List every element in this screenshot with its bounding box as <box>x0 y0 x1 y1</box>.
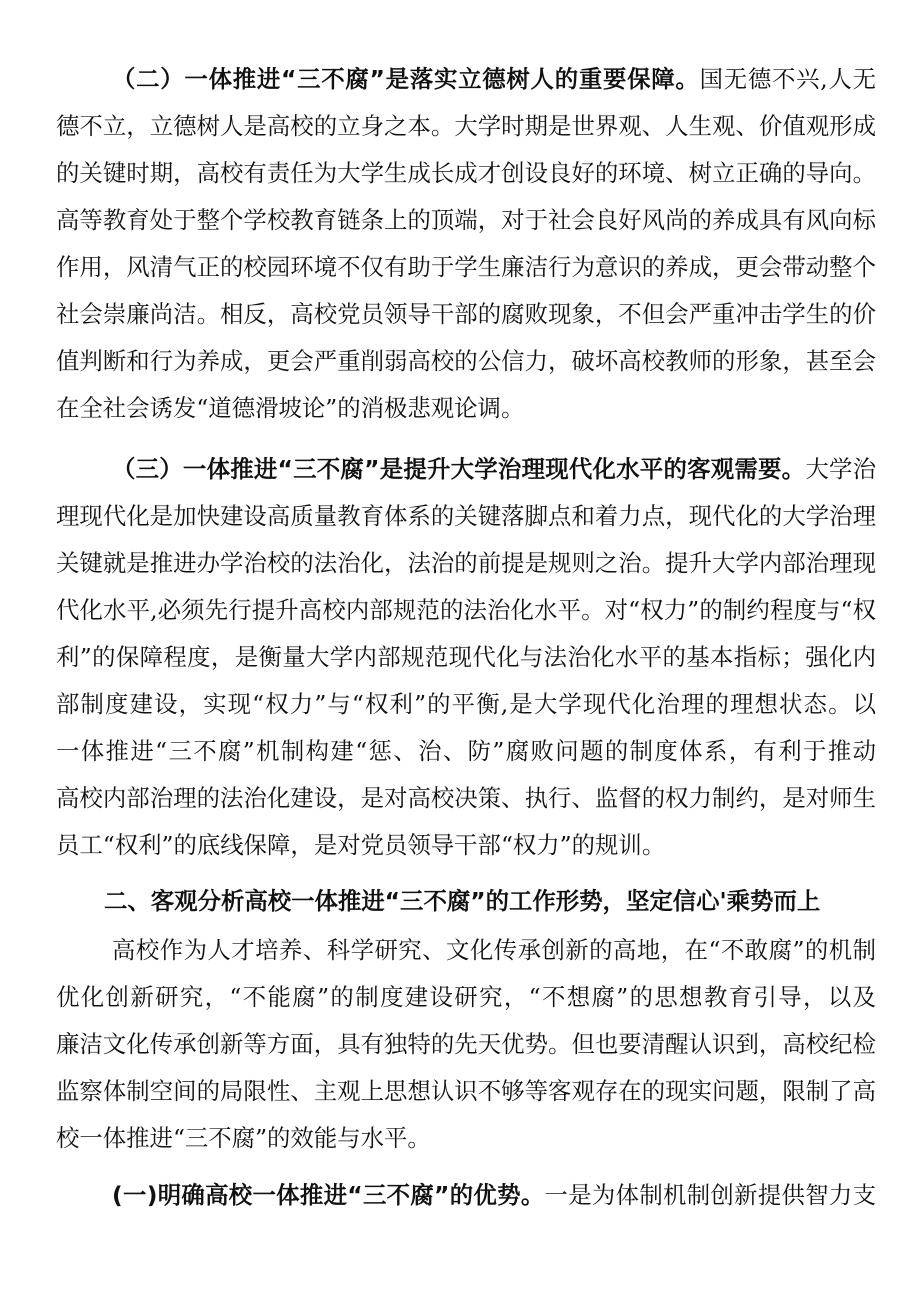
paragraph-text: 大学治 <box>805 455 877 483</box>
paragraph-text: 一是为体制机制创新提供智力支 <box>544 1181 876 1209</box>
paragraph-line <box>112 454 876 484</box>
section-heading: （二）一体推进“三不腐”是落实立德树人的重要保障。 <box>112 65 700 93</box>
section-heading: （三）一体推进“三不腐”是提升大学治理现代化水平的客观需要。 <box>112 455 806 483</box>
paragraph-line: 员工“权利”的底线保障，是对党员领导干部“权力”的规训。 <box>56 831 666 859</box>
paragraph-line: 高校作为人才培养、科学研究、文化传承创新的高地，在“不敢腐”的机制 <box>112 936 876 964</box>
paragraph-line: 利”的保障程度，是衡量大学内部规范现代化与法治化水平的基本指标；强化内 <box>56 643 876 671</box>
paragraph-line <box>112 64 876 94</box>
paragraph-line: 高校内部治理的法治化建设，是对高校决策、执行、监督的权力制约，是对师生 <box>56 784 876 812</box>
paragraph-line: 一体推进“三不腐”机制构建“惩、治、防”腐败问题的制度体系，有利于推动 <box>56 737 876 765</box>
paragraph-line: 社会崇廉尚洁。相反，高校党员领导干部的腐败现象，不但会严重冲击学生的价 <box>56 300 876 328</box>
paragraph-line: 作用，风清气正的校园环境不仅有助于学生廉洁行为意识的养成，更会带动整个 <box>56 253 876 281</box>
paragraph-line: 关键就是推进办学治校的法治化，法治的前提是规则之治。提升大学内部治理现 <box>56 549 876 577</box>
section-title: 二、客观分析高校一体推进“三不腐”的工作形势，坚定信心'乘势而上 <box>104 887 821 915</box>
paragraph-line: 部制度建设，实现“权力”与“权利”的平衡,是大学现代化治理的理想状态。以 <box>56 690 876 718</box>
paragraph-line: 在全社会诱发“道德滑坡论”的消极悲观论调。 <box>56 394 525 422</box>
paragraph-line: 廉洁文化传承创新等方面，具有独特的先天优势。但也要清醒认识到，高校纪检 <box>56 1030 876 1058</box>
paragraph-text: 国无德不兴,人无 <box>699 65 877 93</box>
paragraph-line: 校一体推进“三不腐”的效能与水平。 <box>56 1124 431 1152</box>
section-heading: (一)明确高校一体推进“三不腐”的优势。 <box>112 1181 545 1209</box>
paragraph-line: 理现代化是加快建设高质量教育体系的关键落脚点和着力点，现代化的大学治理 <box>56 502 876 530</box>
paragraph-line: 监察体制空间的局限性、主观上思想认识不够等客观存在的现实问题，限制了高 <box>56 1077 876 1105</box>
paragraph-line: 高等教育处于整个学校教育链条上的顶端，对于社会良好风尚的养成具有风向标 <box>56 206 876 234</box>
paragraph-line: 代化水平,必须先行提升高校内部规范的法治化水平。对“权力”的制约程度与“权 <box>56 596 876 624</box>
paragraph-line <box>112 1180 876 1210</box>
paragraph-line: 值判断和行为养成，更会严重削弱高校的公信力，破坏高校教师的形象，甚至会 <box>56 347 876 375</box>
paragraph-line: 优化创新研究，“不能腐”的制度建设研究，“不想腐”的思想教育引导，以及 <box>56 983 876 1011</box>
paragraph-line: 的关键时期，高校有责任为大学生成长成才创设良好的环境、树立正确的导向。 <box>56 159 876 187</box>
paragraph-line: 德不立，立德树人是高校的立身之本。大学时期是世界观、人生观、价值观形成 <box>56 112 876 140</box>
